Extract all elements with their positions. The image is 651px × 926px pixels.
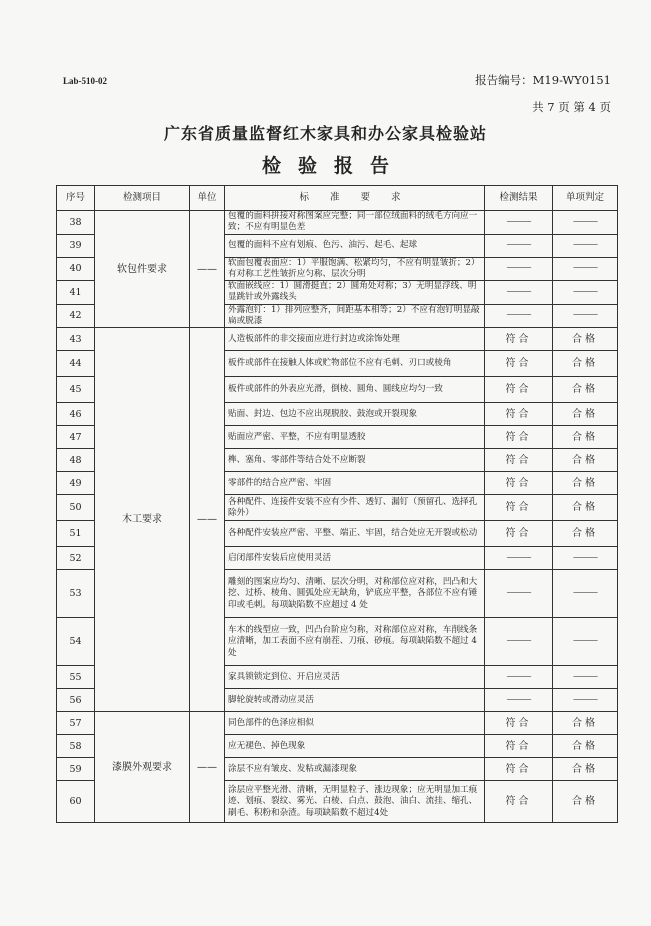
result-cell: ——— [485,618,553,666]
result-cell: 符合 [485,377,553,403]
result-cell: 符合 [485,351,553,377]
header-seq: 序号 [57,186,95,211]
result-cell: ——— [485,281,553,305]
row-number: 44 [57,351,95,377]
row-number: 56 [57,689,95,712]
row-number: 57 [57,712,95,735]
result-cell: 符合 [485,781,553,823]
verdict-cell: ——— [553,547,618,570]
result-cell: ——— [485,547,553,570]
organization-title: 广东省质量监督红木家具和办公家具检验站 [163,124,487,143]
row-number: 51 [57,521,95,547]
requirement-cell: 各种配件、连接件安装不应有少件、透钉、漏钉（预留孔、选择孔除外） [225,495,485,521]
row-number: 47 [57,426,95,449]
requirement-cell: 涂层应平整光滑、清晰，无明显粒子、涨边现象；应无明显加工痕迹、划痕、裂纹、雾光、白棱、白点、鼓泡、油白、流挂、缩孔、刷毛、积粉和杂渣。每项缺陷数不超过4处 [225,781,485,823]
requirement-cell: 车木的线型应一致，凹凸台阶应匀称，对称部位应对称，车削线条应清晰，加工表面不应有崩茬、刀痕、砂痕。每项缺陷数不超过 4 处 [225,618,485,666]
lab-code: Lab-510-02 [63,76,108,86]
row-number: 45 [57,377,95,403]
inspection-table [56,185,618,823]
category-cell: 软包件要求 [95,211,190,328]
row-number: 58 [57,735,95,758]
verdict-cell: ——— [553,304,618,328]
verdict-cell: 合格 [553,758,618,781]
result-cell: ——— [485,257,553,281]
requirement-cell: 各种配件安装应严密、平整、端正、牢固，结合处应无开裂或松动 [225,521,485,547]
unit-cell: —— [190,712,225,823]
result-cell: ——— [485,211,553,235]
requirement-cell: 应无褪色、掉色现象 [225,735,485,758]
table-row [57,328,618,351]
result-cell: 符合 [485,712,553,735]
result-cell: 符合 [485,758,553,781]
result-cell: 符合 [485,449,553,472]
table-row [57,211,618,235]
result-cell: ——— [485,689,553,712]
document-title: 检验报告 [261,155,406,177]
header-unit: 单位 [190,186,225,211]
result-cell: ——— [485,304,553,328]
result-cell: 符合 [485,472,553,495]
requirement-cell: 软面嵌线应：1）圆滑挺直；2）圆角处对称；3）无明显浮线、明显跳针或外露线头 [225,281,485,305]
requirement-cell: 雕刻的图案应均匀、清晰、层次分明，对称部位应对称，凹凸和大挖、过桥、棱角、圆弧处应无缺角，铲底应平整，各部位不应有锤印或毛刺。每项缺陷数不应超过 4 处 [225,570,485,618]
requirement-cell: 包覆的面料不应有划痕、色污、油污、起毛、起球 [225,234,485,257]
requirement-cell: 贴面应严密、平整，不应有明显透胶 [225,426,485,449]
verdict-cell: 合格 [553,351,618,377]
row-number: 38 [57,211,95,235]
verdict-cell: 合格 [553,377,618,403]
verdict-cell: 合格 [553,328,618,351]
result-cell: 符合 [485,521,553,547]
result-cell: ——— [485,570,553,618]
row-number: 55 [57,666,95,689]
row-number: 50 [57,495,95,521]
header-verdict: 单项判定 [553,186,618,211]
requirement-cell: 贴面、封边、包边不应出现脱胶、鼓泡或开裂现象 [225,403,485,426]
result-cell: 符合 [485,426,553,449]
row-number: 46 [57,403,95,426]
table-row [57,712,618,735]
requirement-cell: 家具锁锁定到位、开启应灵活 [225,666,485,689]
result-cell: ——— [485,234,553,257]
verdict-cell: ——— [553,689,618,712]
requirement-cell: 板件或部件在接触人体或贮物部位不应有毛刺、刃口或棱角 [225,351,485,377]
verdict-cell: 合格 [553,735,618,758]
row-number: 49 [57,472,95,495]
verdict-cell: 合格 [553,712,618,735]
row-number: 43 [57,328,95,351]
verdict-cell: ——— [553,257,618,281]
row-number: 60 [57,781,95,823]
requirement-cell: 脚轮旋转或滑动应灵活 [225,689,485,712]
verdict-cell: ——— [553,570,618,618]
verdict-cell: 合格 [553,472,618,495]
category-cell: 木工要求 [95,328,190,712]
row-number: 54 [57,618,95,666]
requirement-cell: 软面包覆表面应：1）平服饱满、松紧均匀，不应有明显皱折；2）有对称工艺性皱折应匀称、层次分明 [225,257,485,281]
requirement-cell: 榫、塞角、零部件等结合处不应断裂 [225,449,485,472]
verdict-cell: 合格 [553,495,618,521]
table-header-row [57,186,618,211]
row-number: 53 [57,570,95,618]
verdict-cell: 合格 [553,426,618,449]
unit-cell: —— [190,211,225,328]
header-result: 检测结果 [485,186,553,211]
result-cell: 符合 [485,328,553,351]
requirement-cell: 人造板部件的非交接面应进行封边或涂饰处理 [225,328,485,351]
result-cell: 符合 [485,735,553,758]
requirement-cell: 同色部件的色泽应相似 [225,712,485,735]
verdict-cell: 合格 [553,403,618,426]
result-cell: ——— [485,666,553,689]
row-number: 42 [57,304,95,328]
requirement-cell: 零部件的结合应严密、牢固 [225,472,485,495]
requirement-cell: 启闭部件安装后应使用灵活 [225,547,485,570]
requirement-cell: 包覆的面料拼接对称图案应完整；同一部位绒面料的绒毛方向应一致；不应有明显色差 [225,211,485,235]
header-item: 检测项目 [95,186,190,211]
table-body [57,211,618,823]
row-number: 41 [57,281,95,305]
verdict-cell: ——— [553,618,618,666]
verdict-cell: 合格 [553,781,618,823]
verdict-cell: 合格 [553,449,618,472]
row-number: 52 [57,547,95,570]
verdict-cell: ——— [553,666,618,689]
row-number: 48 [57,449,95,472]
requirement-cell: 外露泡钉：1）排列应整齐，间距基本相等；2）不应有泡钉明显敲扁或脱漆 [225,304,485,328]
verdict-cell: ——— [553,281,618,305]
row-number: 40 [57,257,95,281]
result-cell: 符合 [485,495,553,521]
requirement-cell: 板件或部件的外表应光滑，倒棱、圆角、圆线应均匀一致 [225,377,485,403]
unit-cell: —— [190,328,225,712]
result-cell: 符合 [485,403,553,426]
verdict-cell: ——— [553,211,618,235]
verdict-cell: 合格 [553,521,618,547]
verdict-cell: ——— [553,234,618,257]
row-number: 39 [57,234,95,257]
report-number: 报告编号：M19-WY0151 [475,73,611,87]
header-requirement: 标 准 要 求 [225,186,485,211]
requirement-cell: 涂层不应有皱皮、发粘或漏漆现象 [225,758,485,781]
category-cell: 漆膜外观要求 [95,712,190,823]
page-info: 共 7 页 第 4 页 [532,100,611,114]
row-number: 59 [57,758,95,781]
